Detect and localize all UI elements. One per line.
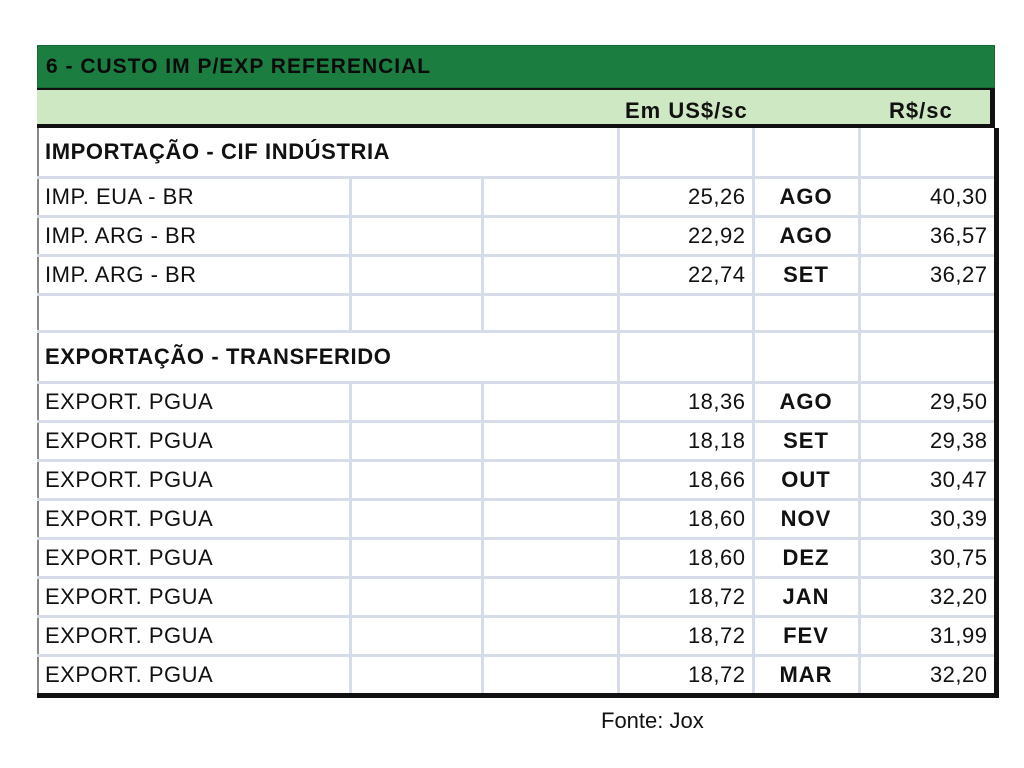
empty-cell [618, 332, 753, 383]
brl-value: 30,47 [859, 461, 996, 500]
empty-cell [482, 500, 618, 539]
empty-cell [482, 422, 618, 461]
table-row [38, 461, 996, 500]
table-title-bar [37, 45, 995, 88]
empty-cell [350, 461, 482, 500]
empty-cell [350, 578, 482, 617]
brl-value: 36,27 [859, 256, 996, 295]
empty-cell [753, 295, 859, 332]
empty-cell [350, 256, 482, 295]
brl-value: 30,75 [859, 539, 996, 578]
section-label: EXPORTAÇÃO - TRANSFERIDO [38, 332, 618, 383]
table-row [38, 422, 996, 461]
empty-cell [350, 500, 482, 539]
month-label: OUT [753, 461, 859, 500]
month-label: AGO [753, 217, 859, 256]
row-description: EXPORT. PGUA [38, 461, 350, 500]
row-description: IMP. ARG - BR [38, 217, 350, 256]
table-row [38, 383, 996, 422]
month-label: JAN [753, 578, 859, 617]
empty-cell [859, 295, 996, 332]
usd-value: 18,72 [618, 578, 753, 617]
table-row [38, 217, 996, 256]
empty-cell [350, 656, 482, 696]
table-row [38, 256, 996, 295]
empty-cell [350, 617, 482, 656]
table-row [38, 500, 996, 539]
row-description: EXPORT. PGUA [38, 383, 350, 422]
empty-cell [350, 422, 482, 461]
brl-value: 36,57 [859, 217, 996, 256]
empty-cell [482, 256, 618, 295]
empty-cell [753, 128, 859, 178]
table-row [38, 656, 996, 696]
empty-cell [859, 332, 996, 383]
empty-cell [482, 461, 618, 500]
usd-value: 18,36 [618, 383, 753, 422]
empty-cell [38, 295, 350, 332]
section-label: IMPORTAÇÃO - CIF INDÚSTRIA [38, 128, 618, 178]
usd-value: 18,18 [618, 422, 753, 461]
usd-value: 18,72 [618, 656, 753, 696]
row-description: EXPORT. PGUA [38, 656, 350, 696]
table-row [38, 178, 996, 217]
empty-cell [350, 383, 482, 422]
usd-value: 22,92 [618, 217, 753, 256]
empty-cell [482, 656, 618, 696]
month-label: FEV [753, 617, 859, 656]
month-label: DEZ [753, 539, 859, 578]
usd-value: 18,72 [618, 617, 753, 656]
month-label: AGO [753, 383, 859, 422]
table-row [38, 578, 996, 617]
brl-value: 32,20 [859, 656, 996, 696]
brl-value: 32,20 [859, 578, 996, 617]
empty-cell [482, 539, 618, 578]
header-usd: Em US$/sc [625, 98, 748, 123]
empty-cell [482, 217, 618, 256]
month-label: NOV [753, 500, 859, 539]
usd-value: 18,66 [618, 461, 753, 500]
brl-value: 30,39 [859, 500, 996, 539]
empty-cell [350, 217, 482, 256]
empty-cell [859, 128, 996, 178]
brl-value: 29,50 [859, 383, 996, 422]
usd-value: 18,60 [618, 500, 753, 539]
blank-row [38, 295, 996, 332]
empty-cell [618, 128, 753, 178]
section-row [38, 332, 996, 383]
row-description: EXPORT. PGUA [38, 617, 350, 656]
table-header-row [37, 88, 995, 128]
table-row [38, 617, 996, 656]
row-description: IMP. ARG - BR [38, 256, 350, 295]
section-row [38, 128, 996, 178]
table-title: 6 - CUSTO IM P/EXP REFERENCIAL [46, 54, 432, 78]
brl-value: 31,99 [859, 617, 996, 656]
row-description: EXPORT. PGUA [38, 422, 350, 461]
header-brl: R$/sc [889, 98, 953, 123]
empty-cell [350, 178, 482, 217]
month-label: AGO [753, 178, 859, 217]
cost-grid [37, 128, 999, 698]
usd-value: 22,74 [618, 256, 753, 295]
empty-cell [482, 617, 618, 656]
month-label: SET [753, 256, 859, 295]
brl-value: 40,30 [859, 178, 996, 217]
month-label: SET [753, 422, 859, 461]
row-description: EXPORT. PGUA [38, 578, 350, 617]
month-label: MAR [753, 656, 859, 696]
row-description: EXPORT. PGUA [38, 500, 350, 539]
row-description: EXPORT. PGUA [38, 539, 350, 578]
empty-cell [482, 178, 618, 217]
brl-value: 29,38 [859, 422, 996, 461]
empty-cell [350, 539, 482, 578]
empty-cell [482, 383, 618, 422]
row-description: IMP. EUA - BR [38, 178, 350, 217]
cost-table [37, 45, 995, 698]
empty-cell [350, 295, 482, 332]
empty-cell [482, 295, 618, 332]
empty-cell [482, 578, 618, 617]
source-note: Fonte: Jox [601, 708, 704, 733]
usd-value: 25,26 [618, 178, 753, 217]
table-row [38, 539, 996, 578]
usd-value: 18,60 [618, 539, 753, 578]
empty-cell [618, 295, 753, 332]
empty-cell [753, 332, 859, 383]
